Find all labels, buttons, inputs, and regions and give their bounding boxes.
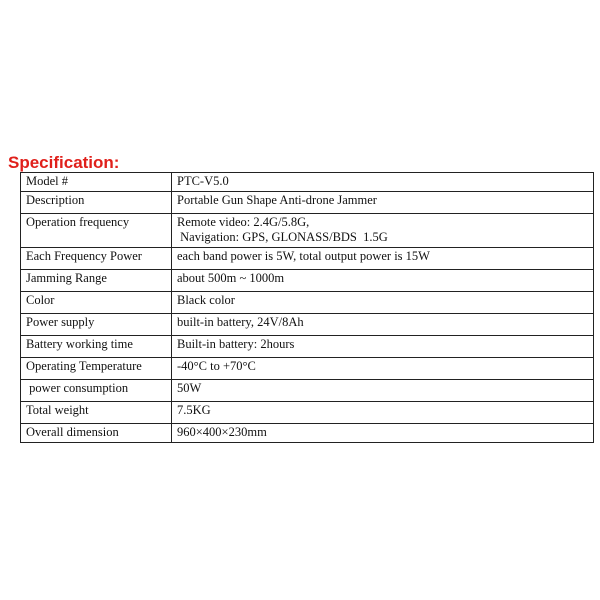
value-line: PTC-V5.0 [177, 174, 229, 188]
table-row-operating-temperature [21, 358, 594, 380]
row-label: Overall dimension [21, 424, 172, 443]
value-line: built-in battery, 24V/8Ah [177, 315, 304, 329]
row-label: Jamming Range [21, 270, 172, 292]
row-value [172, 336, 594, 358]
row-label: Description [21, 192, 172, 214]
table-row-frequency-power [21, 248, 594, 270]
table-row-overall-dimension [21, 424, 594, 443]
row-value [172, 402, 594, 424]
specification-table [20, 172, 594, 443]
value-line: 7.5KG [177, 403, 211, 417]
row-label: Total weight [21, 402, 172, 424]
row-value [172, 380, 594, 402]
value-line: Navigation: GPS, GLONASS/BDS 1.5G [177, 230, 388, 244]
table-row-power-consumption [21, 380, 594, 402]
row-label: Each Frequency Power [21, 248, 172, 270]
value-line: Built-in battery: 2hours [177, 337, 295, 351]
row-label: Power supply [21, 314, 172, 336]
table-row-jamming-range [21, 270, 594, 292]
value-line: about 500m ~ 1000m [177, 271, 285, 285]
value-line: each band power is 5W, total output power is 15W [177, 249, 430, 263]
row-label: Operating Temperature [21, 358, 172, 380]
table-row-model [21, 173, 594, 192]
row-value [172, 270, 594, 292]
table-row-operation-frequency [21, 214, 594, 248]
value-line: Portable Gun Shape Anti-drone Jammer [177, 193, 377, 207]
row-value [172, 248, 594, 270]
table-row-description [21, 192, 594, 214]
row-value [172, 173, 594, 192]
row-label: Operation frequency [21, 214, 172, 248]
row-value [172, 424, 594, 443]
row-value [172, 214, 594, 248]
value-line: 50W [177, 381, 202, 395]
table-row-color [21, 292, 594, 314]
row-label: power consumption [21, 380, 172, 402]
row-value [172, 358, 594, 380]
table-row-total-weight [21, 402, 594, 424]
row-value [172, 192, 594, 214]
specification-heading: Specification: [8, 153, 120, 172]
value-line: 960×400×230mm [177, 425, 267, 439]
table-row-battery-time [21, 336, 594, 358]
value-line: -40°C to +70°C [177, 359, 256, 373]
row-label: Battery working time [21, 336, 172, 358]
row-value [172, 314, 594, 336]
value-line: Black color [177, 293, 235, 307]
row-value [172, 292, 594, 314]
row-label: Color [21, 292, 172, 314]
row-label: Model # [21, 173, 172, 192]
table-row-power-supply [21, 314, 594, 336]
value-line: Remote video: 2.4G/5.8G, [177, 215, 310, 229]
